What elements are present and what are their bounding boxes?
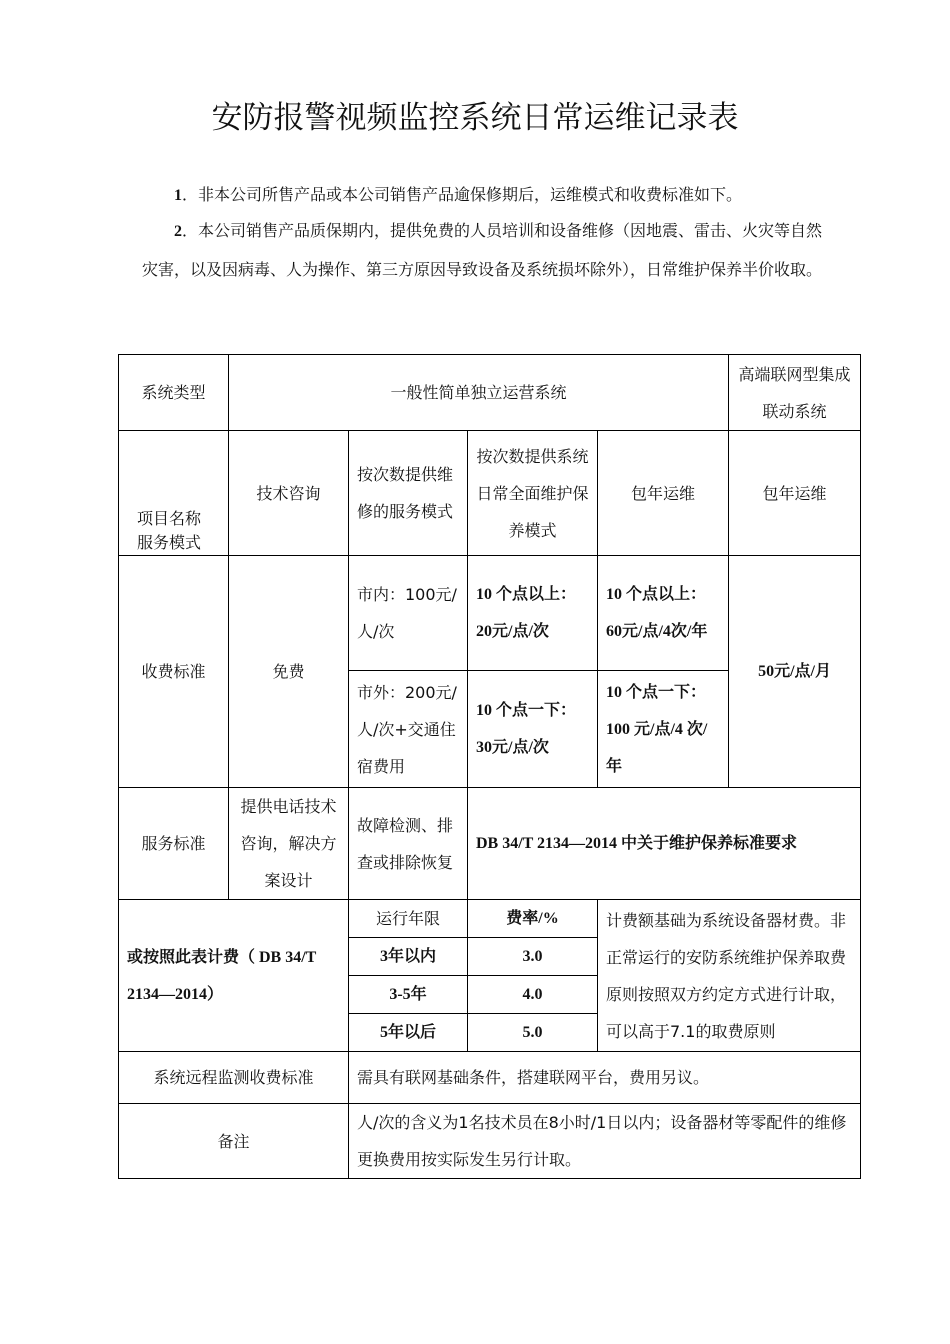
rate-table-label: 或按照此表计费（ DB 34/T 2134—2014） xyxy=(119,900,349,1052)
fee-year-above-line1: 10 个点以上： xyxy=(606,586,707,603)
fee-city-in: 市内：100元/人/次 xyxy=(349,556,468,671)
rate-value-3: 5.0 xyxy=(468,1014,598,1052)
fee-points-below xyxy=(468,671,598,788)
mode-annual: 包年运维 xyxy=(598,431,729,556)
fee-year-below: 10 个点一下：100 元/点/4 次/年 xyxy=(598,671,729,788)
note-2-number: 2 xyxy=(174,223,182,240)
rate-value-2: 4.0 xyxy=(468,976,598,1014)
remark-text: 人/次的含义为1名技术员在8小时/1日以内；设备器材等零配件的维修更换费用按实际发生另行计取。 xyxy=(349,1104,861,1179)
rate-header-rate: 费率/% xyxy=(468,900,598,938)
service-phone: 提供电话技术咨询，解决方案设计 xyxy=(229,788,349,900)
mode-annual-highend: 包年运维 xyxy=(729,431,861,556)
fee-points-below-line1: 10 个点一下： xyxy=(476,702,577,719)
mode-consulting: 技术咨询 xyxy=(229,431,349,556)
rate-years-2: 3-5年 xyxy=(349,976,468,1014)
service-mode-label: 服务模式 xyxy=(137,533,202,552)
general-system-header: 一般性简单独立运营系统 xyxy=(229,355,729,431)
remark-label: 备注 xyxy=(119,1104,349,1179)
fee-city-out: 市外：200元/人/次+交通住宿费用 xyxy=(349,671,468,788)
fee-year-above-line2: 60元/点/4次/年 xyxy=(606,623,708,640)
mode-per-maintenance: 按次数提供系统日常全面维护保养模式 xyxy=(468,431,598,556)
fee-label: 收费标准 xyxy=(119,556,229,788)
note-2 xyxy=(142,212,822,289)
rate-value-1: 3.0 xyxy=(468,938,598,976)
fee-points-above-line1: 10 个点以上： xyxy=(476,586,577,603)
service-fault: 故障检测、排查或排除恢复 xyxy=(349,788,468,900)
item-name-label: 项目名称 xyxy=(137,509,202,528)
system-type-label: 系统类型 xyxy=(119,355,229,431)
fee-points-above-line2: 20元/点/次 xyxy=(476,623,549,640)
fee-year-above xyxy=(598,556,729,671)
remote-label: 系统远程监测收费标准 xyxy=(119,1052,349,1104)
item-mode-header xyxy=(119,431,229,556)
note-1 xyxy=(142,176,822,215)
remote-text: 需具有联网基础条件，搭建联网平台，费用另议。 xyxy=(349,1052,861,1104)
note-1-number: 1 xyxy=(174,187,182,204)
fee-points-above xyxy=(468,556,598,671)
rate-years-3: 5年以后 xyxy=(349,1014,468,1052)
service-std-label: 服务标准 xyxy=(119,788,229,900)
fee-highend: 50元/点/月 xyxy=(729,556,861,788)
rate-years-1: 3年以内 xyxy=(349,938,468,976)
service-fee-table xyxy=(118,354,861,1179)
service-db-standard: DB 34/T 2134—2014 中关于维护保养标准要求 xyxy=(468,788,861,900)
rate-note: 计费额基础为系统设备器材费。非正常运行的安防系统维护保养取费原则按照双方约定方式进行计取，可以高于7.1的取费原则 xyxy=(598,900,861,1052)
mode-per-repair: 按次数提供维修的服务模式 xyxy=(349,431,468,556)
fee-free: 免费 xyxy=(229,556,349,788)
rate-header-years: 运行年限 xyxy=(349,900,468,938)
page-title: 安防报警视频监控系统日常运维记录表 xyxy=(211,100,739,136)
highend-system-header: 高端联网型集成联动系统 xyxy=(729,355,861,431)
note-2-text: ．本公司销售产品质保期内，提供免费的人员培训和设备维修（因地震、雷击、火灾等自然灾害，以及因病毒、人为操作、第三方原因导致设备及系统损坏除外），日常维护保养半价收取。 xyxy=(142,221,823,279)
note-1-text: ．非本公司所售产品或本公司销售产品逾保修期后，运维模式和收费标准如下。 xyxy=(182,185,743,204)
fee-points-below-line2: 30元/点/次 xyxy=(476,739,549,756)
